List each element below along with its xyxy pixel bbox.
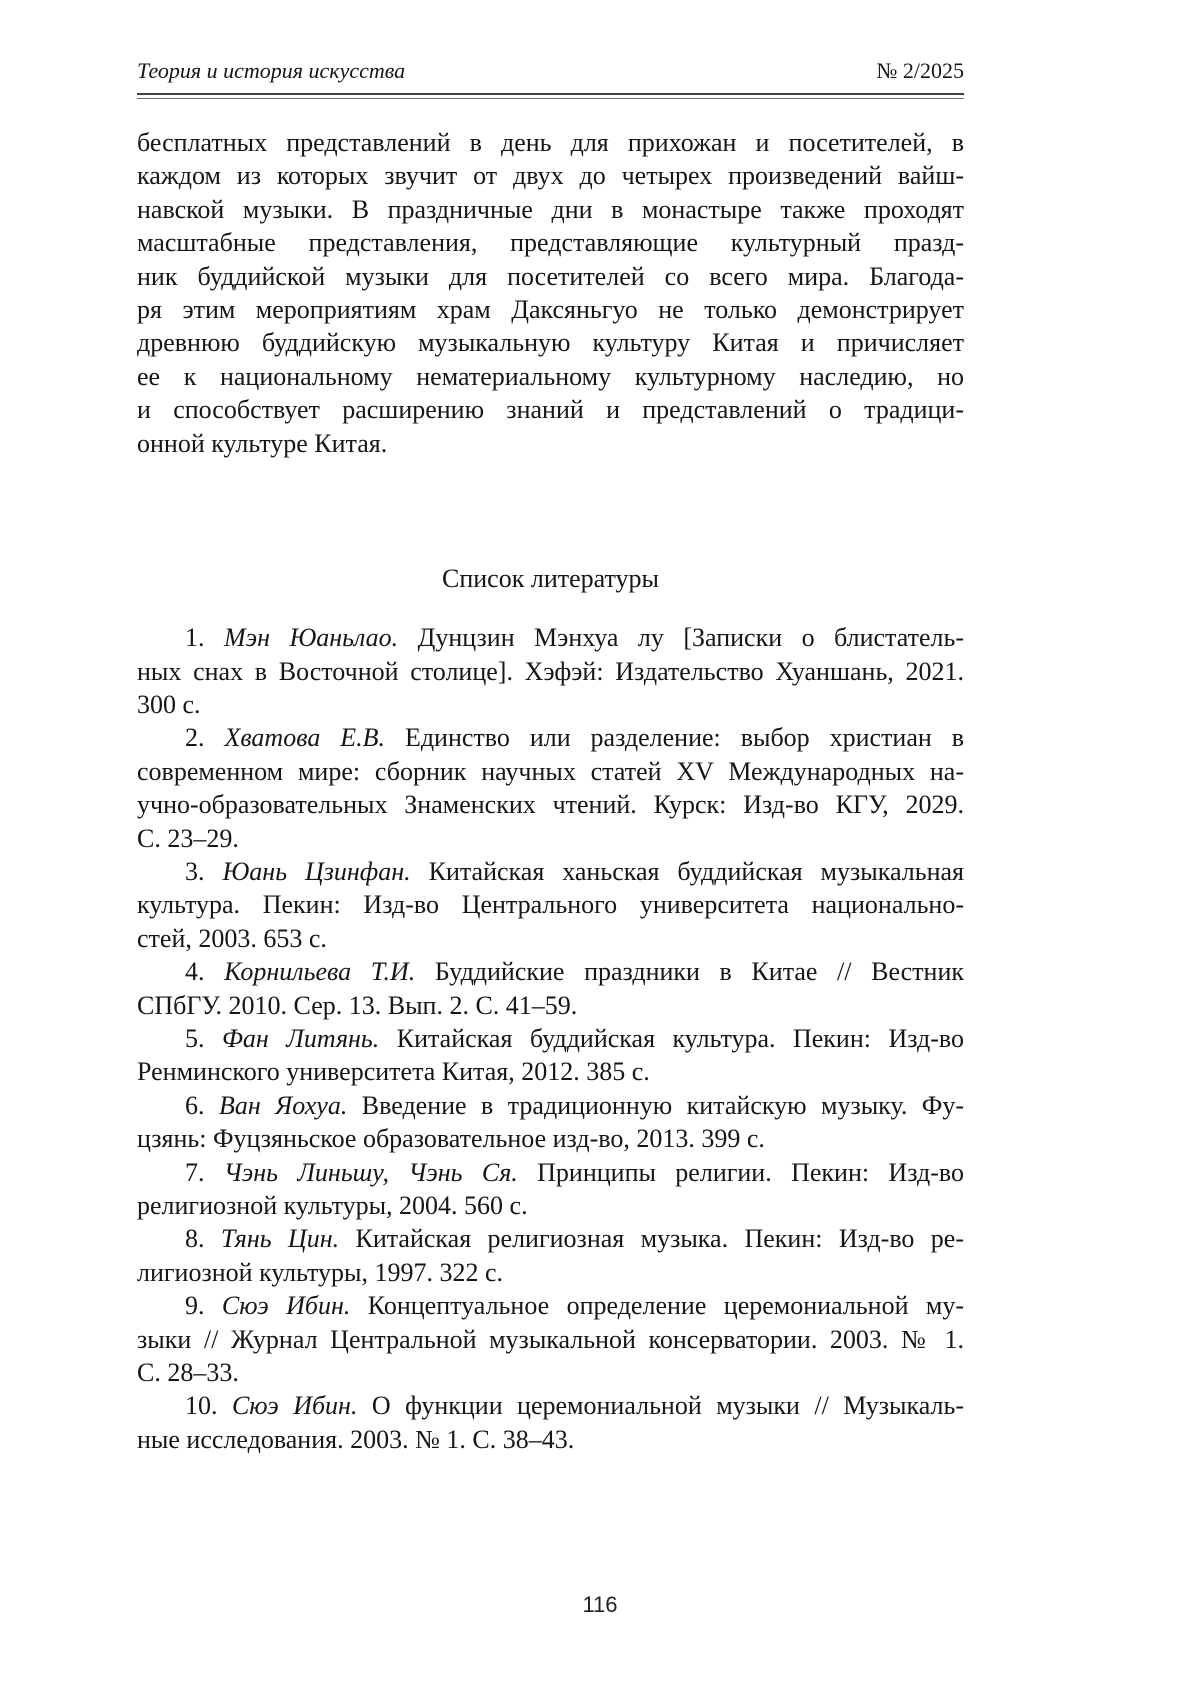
issue-number: № 2/2025 xyxy=(876,58,964,83)
reference-line: 300 с. xyxy=(137,690,201,720)
reference xyxy=(137,1022,964,1089)
reference-line: 5. Фан Литянь. Китайская буддийская культура. Пекин: Изд-во xyxy=(185,1024,965,1053)
running-head xyxy=(137,58,964,84)
reference-line: религиозной культуры, 2004. 560 с. xyxy=(137,1190,528,1220)
reference-line: СПбГУ. 2010. Сер. 13. Вып. 2. С. 41–59. xyxy=(137,990,578,1020)
paragraph-line: навской музыки. В праздничные дни в монастыре также проходят xyxy=(137,194,964,224)
paragraph-line: ря этим мероприятиям храм Даксяньгуо не только демонстрирует xyxy=(137,294,964,324)
body-paragraph xyxy=(137,126,964,460)
paragraph-line: и способствует расширению знаний и представлений о традици- xyxy=(137,395,964,425)
paragraph-line: древнюю буддийскую музыкальную культуру Китая и причисляет xyxy=(137,328,964,358)
reference-line: 10. Сюэ Ибин. О функции церемониальной музыки // Музыкаль- xyxy=(185,1391,964,1421)
reference-line: С. 28–33. xyxy=(137,1357,239,1387)
reference-line: 2. Хватова Е.В. Единство или разделение: выбор христиан в xyxy=(185,723,964,753)
paragraph-line: онной культуре Китая. xyxy=(137,428,388,458)
paragraph-line: каждом из которых звучит от двух до четырех произведений вайш- xyxy=(137,161,964,191)
journal-title: Теория и история искусства xyxy=(137,58,406,83)
reference-line: Ренминского университета Китая, 2012. 385 с. xyxy=(137,1057,650,1087)
reference-line: ные исследования. 2003. № 1. С. 38–43. xyxy=(137,1424,575,1454)
reference-author: Корнильева Т.И. xyxy=(224,957,416,987)
reference-list xyxy=(137,621,964,1456)
paragraph-line: бесплатных представлений в день для прихожан и посетителей, в xyxy=(137,128,964,157)
reference-author: Сюэ Ибин. xyxy=(221,1291,351,1321)
reference-line: 8. Тянь Цин. Китайская религиозная музыка. Пекин: Изд-во ре- xyxy=(185,1224,964,1254)
reference xyxy=(137,621,964,721)
reference-author: Тянь Цин. xyxy=(220,1224,340,1254)
reference-author: Фан Литянь. xyxy=(221,1024,380,1053)
reference-line: 9. Сюэ Ибин. Концептуальное определение церемониальной му- xyxy=(185,1291,965,1321)
reference-line: культура. Пекин: Изд-во Центрального университета национально- xyxy=(137,890,964,920)
reference-line: 1. Мэн Юаньлао. Дунцзин Мэнхуа лу [Записки о блистатель- xyxy=(185,623,964,653)
reference-author: Мэн Юаньлао. xyxy=(223,623,399,653)
reference-author: Хватова Е.В. xyxy=(224,723,386,753)
reference xyxy=(137,721,964,855)
reference-author: Юань Цзинфан. xyxy=(222,857,411,887)
reference-line: учно-образовательных Знаменских чтений. Курск: Изд-во КГУ, 2029. xyxy=(137,790,964,820)
reference-line: 7. Чэнь Линьшу, Чэнь Ся. Принципы религии. Пекин: Изд-во xyxy=(185,1157,964,1187)
reference-line: стей, 2003. 653 с. xyxy=(137,923,327,953)
reference-line: С. 23–29. xyxy=(137,823,239,853)
reference-line: современном мире: сборник научных статей XV Международных на- xyxy=(137,756,964,786)
page-number: 116 xyxy=(582,1592,618,1617)
reference-line: лигиозной культуры, 1997. 322 с. xyxy=(137,1257,504,1287)
paragraph-line: ее к национальному нематериальному культурному наследию, но xyxy=(137,361,964,391)
reference xyxy=(137,855,964,955)
reference xyxy=(137,1289,964,1389)
reference-line: зыки // Журнал Центральной музыкальной консерватории. 2003. № 1. xyxy=(137,1324,964,1354)
header-rule xyxy=(137,93,964,99)
reference xyxy=(137,1222,964,1289)
reference-line: цзянь: Фуцзяньское образовательное изд-во, 2013. 399 с. xyxy=(137,1124,765,1154)
reference-line: 4. Корнильева Т.И. Буддийские праздники в Китае // Вестник xyxy=(185,957,965,987)
reference-author: Ван Яохуа. xyxy=(218,1090,348,1120)
reference-line: ных снах в Восточной столице]. Хэфэй: Издательство Хуаншань, 2021. xyxy=(137,656,964,686)
bibliography-heading: Список литературы xyxy=(442,563,659,593)
body-block xyxy=(137,126,964,1456)
reference xyxy=(137,1389,964,1456)
reference xyxy=(137,1156,964,1223)
paragraph-line: ник буддийской музыки для посетителей со всего мира. Благода- xyxy=(137,261,964,291)
reference-line: 6. Ван Яохуа. Введение в традиционную китайскую музыку. Фу- xyxy=(185,1090,964,1120)
reference-author: Сюэ Ибин. xyxy=(231,1391,358,1421)
reference xyxy=(137,955,964,1022)
reference-line: 3. Юань Цзинфан. Китайская ханьская буддийская музыкальная xyxy=(185,857,964,887)
paragraph-line: масштабные представления, представляющие культурный празд- xyxy=(137,228,964,258)
reference xyxy=(137,1089,964,1156)
reference-author: Чэнь Линьшу, Чэнь Ся. xyxy=(223,1157,518,1187)
